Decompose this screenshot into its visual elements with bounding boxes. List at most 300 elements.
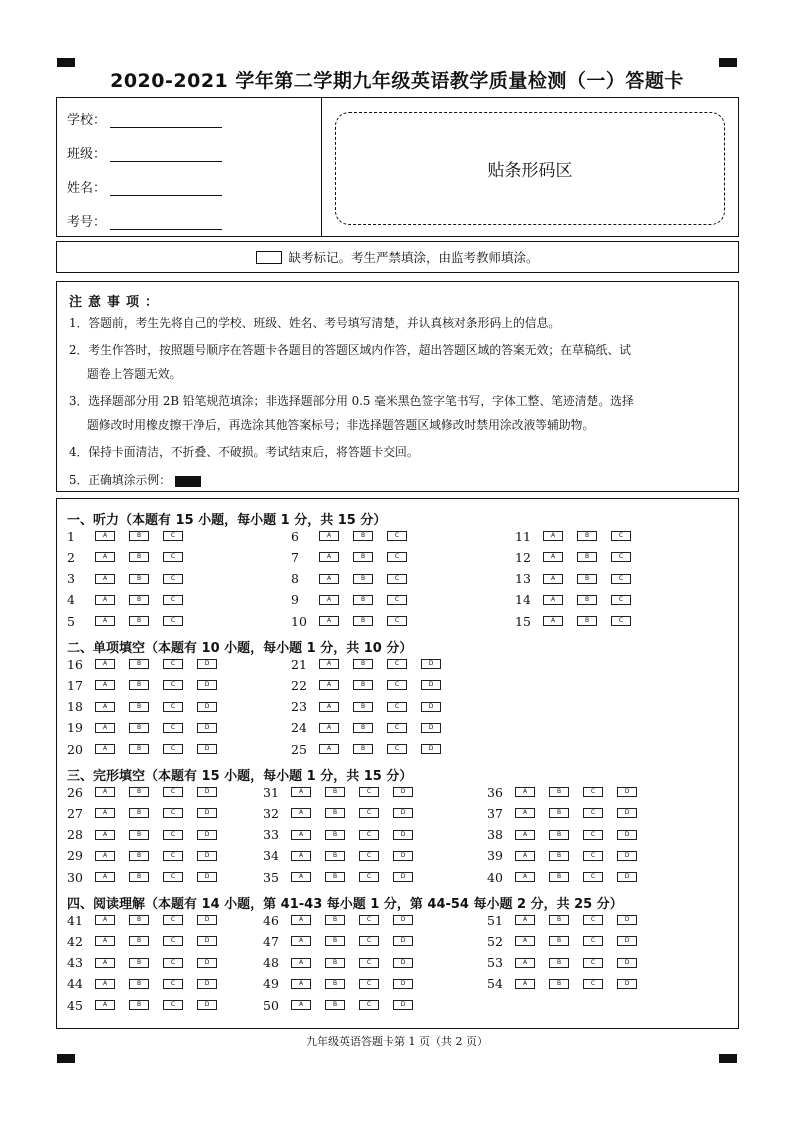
question-row [487,849,651,863]
answer-bubble-b[interactable]: B [129,616,149,626]
class-line[interactable] [110,147,222,162]
alignment-mark-bottom-right [719,1054,737,1063]
answer-bubble-b[interactable]: B [325,787,345,797]
question-number: 36 [487,784,503,800]
answer-bubble-d[interactable]: D [617,830,637,840]
question-number: 31 [263,784,279,800]
exam-number-line[interactable] [110,215,222,230]
answer-bubble-c[interactable]: C [583,958,603,968]
answer-bubble-c[interactable]: C [359,979,379,989]
answer-bubble-d[interactable]: D [197,915,217,925]
answer-bubble-b[interactable]: B [129,830,149,840]
answer-bubble-b[interactable]: B [325,872,345,882]
answer-bubble-c[interactable]: C [583,872,603,882]
answer-bubble-c[interactable]: C [611,552,631,562]
answer-bubble-d[interactable]: D [197,723,217,733]
question-number: 30 [67,869,83,885]
question-number: 43 [67,955,83,971]
school-line[interactable] [110,113,222,128]
section-title: 三、完形填空（本题有 15 小题，每小题 1 分，共 15 分） [67,769,413,784]
answer-bubble-d[interactable]: D [197,936,217,946]
answer-bubble-a[interactable]: A [95,659,115,669]
question-row [67,593,197,607]
question-row [263,806,427,820]
answer-bubble-d[interactable]: D [617,958,637,968]
answer-bubble-b[interactable]: B [129,915,149,925]
answer-bubble-b[interactable]: B [325,1000,345,1010]
answer-bubble-a[interactable]: A [319,702,339,712]
answer-bubble-b[interactable]: B [129,723,149,733]
question-row [67,998,231,1012]
answer-bubble-c[interactable]: C [359,1000,379,1010]
question-row [263,785,427,799]
answer-bubble-b[interactable]: B [549,830,569,840]
answer-bubble-d[interactable]: D [421,659,441,669]
answer-bubble-d[interactable]: D [197,744,217,754]
answer-bubble-b[interactable]: B [129,958,149,968]
answer-bubble-a[interactable]: A [515,958,535,968]
school-label: 学校： [67,113,107,128]
answer-bubble-c[interactable]: C [163,552,183,562]
answer-bubble-a[interactable]: A [291,958,311,968]
answer-bubble-c[interactable]: C [163,659,183,669]
note-item [69,440,729,464]
answer-bubble-a[interactable]: A [95,680,115,690]
answer-bubble-b[interactable]: B [549,979,569,989]
question-number: 51 [487,912,503,928]
answer-bubble-d[interactable]: D [617,915,637,925]
question-number: 24 [291,720,307,736]
answer-bubble-a[interactable]: A [319,659,339,669]
answer-bubble-b[interactable]: B [353,680,373,690]
question-number: 28 [67,827,83,843]
answer-bubble-a[interactable]: A [95,1000,115,1010]
absent-mark-row [56,241,739,273]
answer-bubble-b[interactable]: B [325,808,345,818]
question-row [515,529,645,543]
answer-bubble-c[interactable]: C [359,808,379,818]
name-field[interactable] [67,177,222,196]
answer-bubble-b[interactable]: B [549,958,569,968]
student-info-box [56,97,739,237]
answer-bubble-d[interactable]: D [617,808,637,818]
question-number: 5 [67,613,75,629]
answer-bubble-c[interactable]: C [359,915,379,925]
question-row [487,828,651,842]
answer-bubble-c[interactable]: C [163,915,183,925]
answer-bubble-c[interactable]: C [163,723,183,733]
answer-bubble-b[interactable]: B [549,915,569,925]
question-row [67,529,197,543]
answer-bubble-b[interactable]: B [549,851,569,861]
answer-bubble-a[interactable]: A [515,872,535,882]
question-number: 16 [67,656,83,672]
answer-bubble-c[interactable]: C [611,531,631,541]
section-title: 一、听力（本题有 15 小题，每小题 1 分，共 15 分） [67,513,387,528]
answer-bubble-a[interactable]: A [543,531,563,541]
answer-bubble-d[interactable]: D [197,659,217,669]
answer-bubble-a[interactable]: A [291,808,311,818]
answer-bubble-a[interactable]: A [95,595,115,605]
answer-bubble-d[interactable]: D [393,915,413,925]
answer-bubble-a[interactable]: A [95,979,115,989]
answer-bubble-a[interactable]: A [319,595,339,605]
school-field[interactable] [67,109,222,128]
question-row [67,870,231,884]
answer-bubble-b[interactable]: B [577,531,597,541]
question-number: 4 [67,592,75,608]
question-row [263,998,427,1012]
answer-bubble-b[interactable]: B [353,723,373,733]
answer-bubble-a[interactable]: A [95,574,115,584]
answer-bubble-b[interactable]: B [325,851,345,861]
note-text: 1．答题前，考生先将自己的学校、班级、姓名、考号填写清楚，并认真核对条形码上的信息。 [69,316,561,330]
answer-bubble-b[interactable]: B [353,744,373,754]
answer-bubble-c[interactable]: C [163,830,183,840]
answer-bubble-c[interactable]: C [387,680,407,690]
name-label: 姓名： [67,181,107,196]
answer-bubble-c[interactable]: C [163,851,183,861]
answer-bubble-a[interactable]: A [319,574,339,584]
name-line[interactable] [110,181,222,196]
answer-bubble-d[interactable]: D [617,872,637,882]
answer-bubble-c[interactable]: C [583,979,603,989]
page-title: 2020-2021 学年第二学期九年级英语教学质量检测（一）答题卡 [110,70,684,92]
question-number: 35 [263,869,279,885]
answer-bubble-d[interactable]: D [393,958,413,968]
answer-bubble-c[interactable]: C [163,702,183,712]
question-row [291,593,421,607]
answer-bubble-b[interactable]: B [129,702,149,712]
answer-bubble-a[interactable]: A [95,531,115,541]
question-row [291,721,455,735]
answer-bubble-a[interactable]: A [543,616,563,626]
answer-bubble-b[interactable]: B [129,659,149,669]
question-row [487,870,651,884]
answer-bubble-d[interactable]: D [197,680,217,690]
answer-bubble-a[interactable]: A [291,851,311,861]
question-row [67,849,231,863]
note-text: 2．考生作答时，按照题号顺序在答题卡各题目的答题区域内作答，超出答题区域的答案无效；在草稿纸、试 [69,343,631,357]
answer-bubble-b[interactable]: B [129,851,149,861]
answer-bubble-c[interactable]: C [359,830,379,840]
answer-bubble-c[interactable]: C [163,574,183,584]
answer-bubble-d[interactable]: D [617,979,637,989]
answer-bubble-a[interactable]: A [515,830,535,840]
answer-bubble-c[interactable]: C [163,872,183,882]
question-number: 10 [291,613,307,629]
answer-area [56,498,739,1029]
question-row [291,614,421,628]
question-row [291,550,421,564]
answer-bubble-c[interactable]: C [387,574,407,584]
answer-bubble-d[interactable]: D [393,979,413,989]
answer-bubble-b[interactable]: B [325,979,345,989]
answer-bubble-a[interactable]: A [515,915,535,925]
answer-bubble-d[interactable]: D [617,851,637,861]
answer-bubble-b[interactable]: B [577,595,597,605]
answer-bubble-c[interactable]: C [387,723,407,733]
answer-bubble-c[interactable]: C [583,787,603,797]
answer-bubble-b[interactable]: B [353,595,373,605]
answer-bubble-b[interactable]: B [129,808,149,818]
question-number: 29 [67,848,83,864]
answer-bubble-c[interactable]: C [387,531,407,541]
question-number: 22 [291,677,307,693]
answer-bubble-b[interactable]: B [549,872,569,882]
question-row [487,956,651,970]
answer-bubble-d[interactable]: D [197,958,217,968]
answer-bubble-d[interactable]: D [197,787,217,797]
answer-bubble-d[interactable]: D [421,744,441,754]
question-number: 48 [263,955,279,971]
note-item [69,311,729,335]
answer-bubble-c[interactable]: C [611,574,631,584]
answer-bubble-a[interactable]: A [543,574,563,584]
question-row [67,550,197,564]
answer-bubble-c[interactable]: C [611,595,631,605]
answer-bubble-b[interactable]: B [577,616,597,626]
question-row [67,806,231,820]
answer-bubble-b[interactable]: B [353,659,373,669]
answer-bubble-a[interactable]: A [515,808,535,818]
answer-bubble-a[interactable]: A [515,787,535,797]
question-number: 53 [487,955,503,971]
question-number: 14 [515,592,531,608]
question-number: 49 [263,976,279,992]
answer-bubble-a[interactable]: A [95,723,115,733]
answer-bubble-d[interactable]: D [393,851,413,861]
answer-bubble-b[interactable]: B [325,830,345,840]
answer-bubble-d[interactable]: D [393,1000,413,1010]
question-row [487,977,651,991]
answer-bubble-c[interactable]: C [387,616,407,626]
question-row [263,913,427,927]
question-number: 42 [67,933,83,949]
answer-bubble-c[interactable]: C [583,915,603,925]
question-row [67,614,197,628]
answer-bubble-c[interactable]: C [359,851,379,861]
answer-bubble-d[interactable]: D [197,979,217,989]
answer-bubble-a[interactable]: A [291,915,311,925]
answer-bubble-b[interactable]: B [353,552,373,562]
question-number: 21 [291,656,307,672]
answer-bubble-a[interactable]: A [95,744,115,754]
answer-bubble-a[interactable]: A [95,936,115,946]
question-number: 37 [487,805,503,821]
answer-bubble-b[interactable]: B [549,787,569,797]
notes-title: 注意事项： [69,295,165,310]
question-row [291,572,421,586]
answer-bubble-d[interactable]: D [197,808,217,818]
notes-box [56,281,739,492]
question-number: 13 [515,571,531,587]
answer-bubble-d[interactable]: D [617,787,637,797]
note-text: 3．选择题部分用 2B 铅笔规范填涂；非选择题部分用 0.5 毫米黑色签字笔书写，字体工整、笔迹清楚。选择 [69,394,634,408]
answer-bubble-b[interactable]: B [577,574,597,584]
note-text: 5．正确填涂示例： [69,473,171,487]
answer-bubble-a[interactable]: A [515,979,535,989]
question-number: 8 [291,571,299,587]
question-number: 46 [263,912,279,928]
answer-bubble-c[interactable]: C [359,958,379,968]
question-row [515,593,645,607]
question-number: 26 [67,784,83,800]
question-row [67,700,231,714]
answer-bubble-d[interactable]: D [393,936,413,946]
answer-bubble-d[interactable]: D [617,936,637,946]
answer-bubble-b[interactable]: B [129,574,149,584]
question-number: 45 [67,997,83,1013]
exam-number-field[interactable] [67,211,222,230]
answer-bubble-c[interactable]: C [583,830,603,840]
answer-bubble-a[interactable]: A [291,872,311,882]
answer-bubble-c[interactable]: C [359,936,379,946]
answer-bubble-d[interactable]: D [393,808,413,818]
answer-bubble-b[interactable]: B [353,702,373,712]
answer-bubble-c[interactable]: C [163,936,183,946]
answer-bubble-c[interactable]: C [359,787,379,797]
answer-bubble-a[interactable]: A [95,552,115,562]
answer-bubble-c[interactable]: C [387,595,407,605]
answer-bubble-d[interactable]: D [197,702,217,712]
answer-bubble-d[interactable]: D [393,787,413,797]
answer-bubble-a[interactable]: A [319,744,339,754]
answer-bubble-d[interactable]: D [393,872,413,882]
question-row [291,657,455,671]
question-row [291,529,421,543]
question-row [67,956,231,970]
answer-bubble-c[interactable]: C [163,595,183,605]
answer-bubble-c[interactable]: C [163,680,183,690]
answer-bubble-c[interactable]: C [163,787,183,797]
note-continuation: 题卷上答题无效。 [87,367,182,381]
answer-bubble-c[interactable]: C [611,616,631,626]
answer-bubble-d[interactable]: D [197,830,217,840]
answer-bubble-c[interactable]: C [387,659,407,669]
answer-bubble-b[interactable]: B [325,915,345,925]
answer-bubble-a[interactable]: A [291,979,311,989]
answer-bubble-b[interactable]: B [129,531,149,541]
answer-bubble-b[interactable]: B [129,552,149,562]
student-info-fields [57,98,322,236]
question-number: 25 [291,741,307,757]
answer-bubble-c[interactable]: C [359,872,379,882]
answer-bubble-a[interactable]: A [95,958,115,968]
answer-bubble-a[interactable]: A [543,552,563,562]
note-continuation: 题修改时用橡皮擦干净后，再选涂其他答案标号；非选择题答题区域修改时禁用涂改液等辅助物。 [87,418,595,432]
answer-bubble-b[interactable]: B [129,936,149,946]
answer-bubble-b[interactable]: B [549,808,569,818]
answer-bubble-a[interactable]: A [319,616,339,626]
answer-bubble-c[interactable]: C [387,552,407,562]
answer-bubble-c[interactable]: C [163,958,183,968]
answer-bubble-a[interactable]: A [319,723,339,733]
answer-bubble-c[interactable]: C [387,744,407,754]
answer-bubble-a[interactable]: A [95,787,115,797]
answer-bubble-b[interactable]: B [129,595,149,605]
answer-bubble-d[interactable]: D [421,680,441,690]
answer-bubble-c[interactable]: C [163,616,183,626]
answer-bubble-a[interactable]: A [95,808,115,818]
answer-bubble-a[interactable]: A [95,915,115,925]
answer-bubble-a[interactable]: A [291,787,311,797]
answer-bubble-a[interactable]: A [543,595,563,605]
question-row [67,678,231,692]
answer-bubble-c[interactable]: C [387,702,407,712]
answer-bubble-c[interactable]: C [583,808,603,818]
answer-bubble-a[interactable]: A [95,851,115,861]
question-row [67,934,231,948]
answer-bubble-c[interactable]: C [163,744,183,754]
answer-bubble-b[interactable]: B [129,1000,149,1010]
answer-bubble-c[interactable]: C [163,979,183,989]
answer-bubble-a[interactable]: A [95,830,115,840]
answer-bubble-b[interactable]: B [325,958,345,968]
answer-bubble-b[interactable]: B [549,936,569,946]
question-number: 2 [67,549,75,565]
answer-bubble-a[interactable]: A [319,552,339,562]
answer-bubble-d[interactable]: D [393,830,413,840]
answer-bubble-d[interactable]: D [421,723,441,733]
answer-bubble-a[interactable]: A [95,616,115,626]
question-number: 6 [291,528,299,544]
answer-bubble-b[interactable]: B [353,531,373,541]
answer-bubble-c[interactable]: C [163,1000,183,1010]
answer-bubble-c[interactable]: C [163,531,183,541]
question-number: 39 [487,848,503,864]
answer-bubble-a[interactable]: A [95,872,115,882]
section-title: 二、单项填空（本题有 10 小题，每小题 1 分，共 10 分） [67,641,413,656]
answer-bubble-a[interactable]: A [95,702,115,712]
answer-bubble-b[interactable]: B [353,574,373,584]
absent-checkbox[interactable] [256,251,282,264]
answer-bubble-b[interactable]: B [129,680,149,690]
answer-bubble-a[interactable]: A [291,936,311,946]
question-row [263,870,427,884]
answer-bubble-b[interactable]: B [129,872,149,882]
answer-bubble-b[interactable]: B [577,552,597,562]
answer-bubble-a[interactable]: A [515,851,535,861]
answer-bubble-c[interactable]: C [583,936,603,946]
answer-bubble-d[interactable]: D [197,851,217,861]
answer-bubble-d[interactable]: D [197,1000,217,1010]
answer-bubble-a[interactable]: A [319,680,339,690]
answer-bubble-c[interactable]: C [163,808,183,818]
class-field[interactable] [67,143,222,162]
answer-bubble-d[interactable]: D [421,702,441,712]
answer-bubble-b[interactable]: B [353,616,373,626]
question-row [67,572,197,586]
answer-bubble-b[interactable]: B [129,979,149,989]
answer-bubble-b[interactable]: B [129,744,149,754]
answer-bubble-c[interactable]: C [583,851,603,861]
question-row [515,550,645,564]
answer-bubble-a[interactable]: A [291,830,311,840]
question-row [67,913,231,927]
question-number: 7 [291,549,299,565]
answer-bubble-b[interactable]: B [129,787,149,797]
answer-bubble-a[interactable]: A [319,531,339,541]
note-item [69,338,729,386]
question-row [487,934,651,948]
answer-bubble-d[interactable]: D [197,872,217,882]
answer-bubble-b[interactable]: B [325,936,345,946]
answer-bubble-a[interactable]: A [515,936,535,946]
question-number: 47 [263,933,279,949]
question-row [291,742,455,756]
answer-bubble-a[interactable]: A [291,1000,311,1010]
